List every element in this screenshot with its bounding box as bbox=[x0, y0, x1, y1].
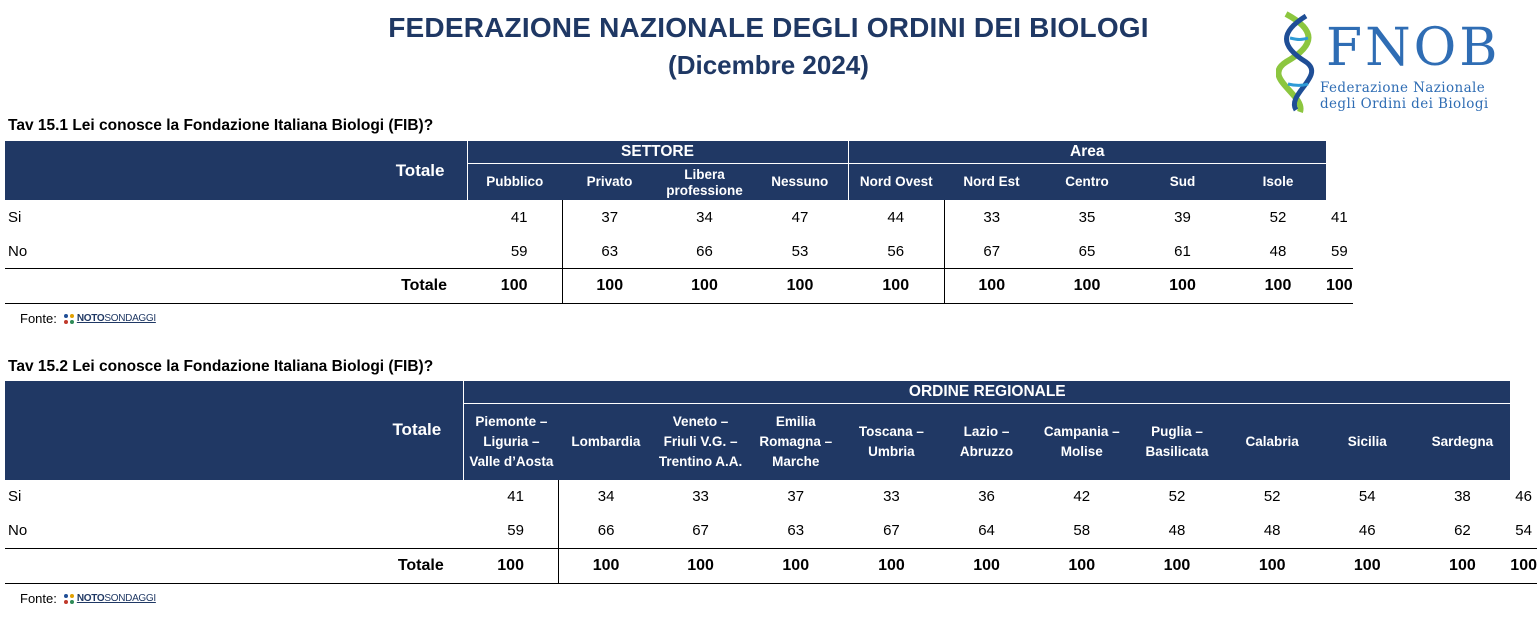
table-row bbox=[5, 514, 1537, 549]
total-value-cell: 100 bbox=[1135, 269, 1230, 304]
row-totale: 41 bbox=[510, 208, 528, 226]
col-header-line: Basilicata bbox=[1145, 443, 1209, 459]
col-header-line: Friuli V.G. – bbox=[663, 433, 738, 449]
value-cell: 52 bbox=[1269, 208, 1287, 226]
col-header-line: Marche bbox=[772, 453, 820, 469]
page-subtitle: (Dicembre 2024) bbox=[668, 50, 869, 80]
row-label: No bbox=[8, 242, 28, 260]
notosondaggi-logo: NOTOSONDAGGI bbox=[63, 313, 156, 325]
total-value-cell: 100 bbox=[1320, 548, 1415, 583]
dna-helix-icon bbox=[1276, 10, 1322, 115]
fnob-line2: degli Ordini dei Biologi bbox=[1320, 96, 1489, 112]
col-header-line: Piemonte – bbox=[475, 413, 548, 429]
table1-col-header: Sud bbox=[1135, 164, 1230, 201]
value-cell: 34 bbox=[558, 480, 653, 514]
fnob-line1: Federazione Nazionale bbox=[1320, 80, 1486, 96]
table1-title: Tav 15.1 Lei conosce la Fondazione Italiana Biologi (FIB)? bbox=[8, 117, 434, 134]
col-header-line: Valle d’Aosta bbox=[469, 453, 554, 469]
col-header-line: Sicilia bbox=[1347, 433, 1387, 449]
table1-col-header: Pubblico bbox=[467, 164, 562, 201]
value-cell: 67 bbox=[944, 234, 1039, 269]
col-header-line: Lombardia bbox=[571, 433, 641, 449]
value-cell: 63 bbox=[787, 522, 805, 539]
table1-group-settore: SETTORE bbox=[467, 141, 848, 164]
table2-totale-header: Totale bbox=[5, 381, 464, 480]
table1 bbox=[5, 141, 1353, 304]
row-totale: 59 bbox=[510, 242, 528, 260]
table-row bbox=[5, 200, 1353, 234]
value-cell: 58 bbox=[1073, 522, 1091, 539]
fonte-label: Fonte: bbox=[20, 591, 57, 606]
fnob-logo bbox=[1276, 10, 1516, 120]
value-cell: 44 bbox=[887, 208, 905, 226]
page-title: FEDERAZIONE NAZIONALE DEGLI ORDINI DEI BIOLOGI bbox=[388, 12, 1149, 43]
value-cell: 33 bbox=[944, 200, 1039, 234]
value-cell: 67 bbox=[692, 522, 709, 539]
value-cell: 61 bbox=[1174, 242, 1191, 260]
table1-source bbox=[20, 311, 156, 326]
value-cell: 33 bbox=[883, 488, 900, 505]
value-cell: 41 bbox=[1331, 208, 1348, 226]
col-header-line: Liguria – bbox=[483, 433, 540, 449]
row-label: Si bbox=[8, 488, 22, 505]
total-value-cell: 100 bbox=[1130, 548, 1225, 583]
table1-col-header: Libera professione bbox=[657, 164, 752, 201]
value-cell: 37 bbox=[562, 200, 657, 234]
table1-col-header: Nord Ovest bbox=[848, 164, 944, 201]
value-cell: 65 bbox=[1078, 242, 1096, 260]
col-header-line: Romagna – bbox=[759, 433, 833, 449]
row-totale: 59 bbox=[507, 522, 524, 539]
value-cell: 36 bbox=[978, 488, 995, 505]
total-row bbox=[5, 548, 1537, 583]
total-value-cell: 100 bbox=[944, 269, 1039, 304]
notosondaggi-icon bbox=[63, 593, 75, 605]
table2 bbox=[5, 381, 1537, 584]
value-cell: 53 bbox=[791, 242, 809, 260]
total-row bbox=[5, 269, 1353, 304]
table-row bbox=[5, 480, 1537, 514]
fnob-brand: FNOB bbox=[1326, 18, 1501, 78]
value-cell: 47 bbox=[791, 208, 809, 226]
table1-col-header: Nord Est bbox=[944, 164, 1039, 201]
total-value-cell: 100 bbox=[1034, 548, 1130, 583]
total-value-cell: 100 bbox=[752, 269, 848, 304]
table2-source bbox=[20, 591, 156, 606]
total-value-cell: 100 bbox=[848, 269, 944, 304]
total-value-cell: 100 bbox=[1230, 269, 1326, 304]
value-cell: 48 bbox=[1269, 242, 1287, 260]
value-cell: 48 bbox=[1263, 522, 1281, 539]
table2-group-ordine: ORDINE REGIONALE bbox=[464, 381, 1511, 404]
col-header-line: Toscana – bbox=[858, 423, 924, 439]
table2-col-header bbox=[1320, 404, 1415, 480]
total-value-cell: 100 bbox=[1415, 548, 1511, 583]
value-cell: 38 bbox=[1454, 488, 1471, 505]
total-value-cell: 100 bbox=[1510, 548, 1537, 583]
table2-col-header bbox=[939, 404, 1034, 480]
total-value-cell: 100 bbox=[748, 548, 844, 583]
row-label: Si bbox=[8, 208, 22, 226]
table2-col-header bbox=[653, 404, 748, 480]
table2-col-header bbox=[1130, 404, 1225, 480]
col-header-line: Veneto – bbox=[672, 413, 729, 429]
total-value-cell: 100 bbox=[562, 269, 657, 304]
value-cell: 34 bbox=[696, 208, 713, 226]
value-cell: 33 bbox=[692, 488, 709, 505]
total-value-cell: 100 bbox=[657, 269, 752, 304]
value-cell: 62 bbox=[1454, 522, 1471, 539]
value-cell: 35 bbox=[1078, 208, 1096, 226]
total-totale: 100 bbox=[467, 269, 562, 304]
table2-col-header bbox=[1034, 404, 1130, 480]
total-label: Totale bbox=[5, 548, 464, 583]
value-cell: 63 bbox=[562, 234, 657, 269]
value-cell: 59 bbox=[1331, 242, 1348, 260]
col-header-line: Emilia bbox=[775, 413, 816, 429]
col-header-line: Abruzzo bbox=[959, 443, 1014, 459]
value-cell: 56 bbox=[887, 242, 905, 260]
value-cell: 54 bbox=[1515, 522, 1532, 539]
value-cell: 42 bbox=[1073, 488, 1091, 505]
value-cell: 48 bbox=[1168, 522, 1186, 539]
table2-col-header bbox=[748, 404, 844, 480]
col-header-line: Lazio – bbox=[963, 423, 1010, 439]
table1-col-header: Nessuno bbox=[752, 164, 848, 201]
value-cell: 39 bbox=[1174, 208, 1191, 226]
table1-group-area: Area bbox=[848, 141, 1326, 164]
total-value-cell: 100 bbox=[558, 548, 653, 583]
total-value-cell: 100 bbox=[1224, 548, 1320, 583]
value-cell: 66 bbox=[696, 242, 713, 260]
table2-title: Tav 15.2 Lei conosce la Fondazione Italiana Biologi (FIB)? bbox=[8, 358, 434, 375]
value-cell: 52 bbox=[1263, 488, 1281, 505]
table1-totale-header: Totale bbox=[5, 141, 467, 200]
value-cell: 54 bbox=[1358, 488, 1376, 505]
value-cell: 46 bbox=[1515, 488, 1532, 505]
table1-col-header: Privato bbox=[562, 164, 657, 201]
table2-col-header bbox=[464, 404, 559, 480]
total-value-cell: 100 bbox=[844, 548, 940, 583]
value-cell: 66 bbox=[558, 514, 653, 549]
table2-col-header bbox=[558, 404, 653, 480]
total-totale: 100 bbox=[464, 548, 559, 583]
row-totale: 41 bbox=[507, 488, 524, 505]
row-label: No bbox=[8, 522, 28, 539]
col-header-line: Molise bbox=[1060, 443, 1103, 459]
value-cell: 67 bbox=[883, 522, 900, 539]
fonte-label: Fonte: bbox=[20, 311, 57, 326]
notosondaggi-logo: NOTOSONDAGGI bbox=[63, 593, 156, 605]
total-value-cell: 100 bbox=[1039, 269, 1135, 304]
col-header-line: Puglia – bbox=[1151, 423, 1203, 439]
total-value-cell: 100 bbox=[939, 548, 1034, 583]
col-header-line: Umbria bbox=[868, 443, 915, 459]
col-header-line: Trentino A.A. bbox=[658, 453, 743, 469]
value-cell: 37 bbox=[787, 488, 805, 505]
col-header-line: Calabria bbox=[1245, 433, 1299, 449]
value-cell: 46 bbox=[1358, 522, 1376, 539]
notosondaggi-icon bbox=[63, 313, 75, 325]
col-header-line: Sardegna bbox=[1431, 433, 1494, 449]
total-value-cell: 100 bbox=[653, 548, 748, 583]
table2-col-header bbox=[844, 404, 940, 480]
value-cell: 64 bbox=[978, 522, 995, 539]
table-row bbox=[5, 234, 1353, 269]
value-cell: 52 bbox=[1168, 488, 1186, 505]
table1-col-header: Centro bbox=[1039, 164, 1135, 201]
table1-col-header: Isole bbox=[1230, 164, 1326, 201]
total-label: Totale bbox=[5, 269, 467, 304]
col-header-line: Campania – bbox=[1043, 423, 1120, 439]
table2-col-header bbox=[1224, 404, 1320, 480]
total-value-cell: 100 bbox=[1326, 269, 1353, 304]
table2-col-header bbox=[1415, 404, 1511, 480]
